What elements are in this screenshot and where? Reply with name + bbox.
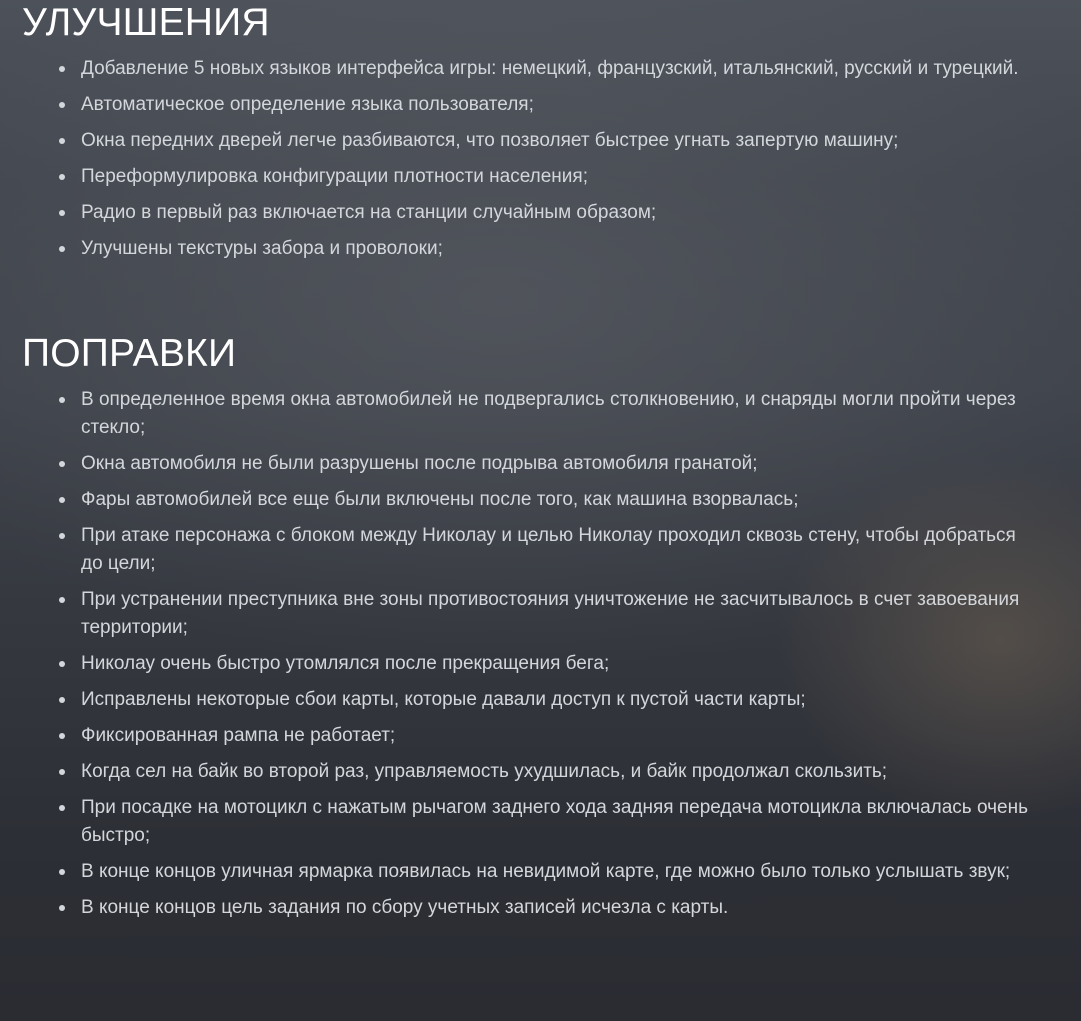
- section-title-fixes: ПОПРАВКИ: [22, 332, 237, 375]
- list-item: [81, 586, 1041, 642]
- list-item-text: Николау очень быстро утомлялся после прекращения бега;: [81, 653, 610, 674]
- list-item: [81, 522, 1041, 578]
- bullet-icon: [59, 246, 65, 252]
- list-item: [81, 722, 1041, 750]
- list-item-text: При посадке на мотоцикл с нажатым рычагом заднего хода задняя передача мотоцикла включалась очень быстро;: [81, 797, 1028, 846]
- list-item: [81, 894, 1041, 922]
- fixes-list: [22, 386, 1041, 922]
- list-item: [81, 450, 1041, 478]
- list-item-text: В конце концов цель задания по сбору учетных записей исчезла с карты.: [81, 897, 729, 918]
- list-item: [81, 235, 1041, 263]
- bullet-icon: [59, 661, 65, 667]
- list-item: [81, 91, 1041, 119]
- list-item: [81, 55, 1041, 83]
- list-item-text: В конце концов уличная ярмарка появилась на невидимой карте, где можно было только услышать звук;: [81, 861, 1011, 882]
- list-item: [81, 758, 1041, 786]
- bullet-icon: [59, 597, 65, 603]
- bullet-icon: [59, 697, 65, 703]
- bullet-icon: [59, 461, 65, 467]
- bullet-icon: [59, 66, 65, 72]
- section-title-improvements: УЛУЧШЕНИЯ: [22, 1, 270, 44]
- list-item-text: Фары автомобилей все еще были включены после того, как машина взорвалась;: [81, 489, 799, 510]
- bullet-icon: [59, 174, 65, 180]
- list-item-text: Переформулировка конфигурации плотности населения;: [81, 166, 588, 187]
- bullet-icon: [59, 905, 65, 911]
- list-item-text: Автоматическое определение языка пользователя;: [81, 94, 534, 115]
- list-item: [81, 858, 1041, 886]
- fixes-section: [22, 331, 1041, 922]
- bullet-icon: [59, 869, 65, 875]
- improvements-section: [22, 0, 1041, 263]
- bullet-icon: [59, 497, 65, 503]
- list-item: [81, 686, 1041, 714]
- bullet-icon: [59, 397, 65, 403]
- bullet-icon: [59, 138, 65, 144]
- list-item-text: Добавление 5 новых языков интерфейса игры: немецкий, французский, итальянский, русский и турецкий.: [81, 58, 1019, 79]
- improvements-list: [22, 55, 1041, 263]
- list-item-text: Окна передних дверей легче разбиваются, что позволяет быстрее угнать запертую машину;: [81, 130, 899, 151]
- list-item: [81, 199, 1041, 227]
- bullet-icon: [59, 102, 65, 108]
- list-item: [81, 163, 1041, 191]
- bullet-icon: [59, 533, 65, 539]
- list-item-text: Улучшены текстуры забора и проволоки;: [81, 238, 443, 259]
- list-item-text: Фиксированная рампа не работает;: [81, 725, 396, 746]
- list-item-text: Когда сел на байк во второй раз, управляемость ухудшилась, и байк продолжал скользить;: [81, 761, 888, 782]
- list-item-text: Исправлены некоторые сбои карты, которые давали доступ к пустой части карты;: [81, 689, 806, 710]
- list-item-text: Радио в первый раз включается на станции случайным образом;: [81, 202, 657, 223]
- bullet-icon: [59, 733, 65, 739]
- bullet-icon: [59, 769, 65, 775]
- bullet-icon: [59, 805, 65, 811]
- list-item: [81, 127, 1041, 155]
- list-item-text: В определенное время окна автомобилей не подвергались столкновению, и снаряды могли пройти через стекло;: [81, 389, 1016, 438]
- bullet-icon: [59, 210, 65, 216]
- list-item-text: При атаке персонажа с блоком между Николау и целью Николау проходил сквозь стену, чтобы добраться до цели;: [81, 525, 1016, 574]
- list-item: [81, 386, 1041, 442]
- list-item-text: Окна автомобиля не были разрушены после подрыва автомобиля гранатой;: [81, 453, 758, 474]
- list-item: [81, 486, 1041, 514]
- list-item: [81, 650, 1041, 678]
- list-item-text: При устранении преступника вне зоны противостояния уничтожение не засчитывалось в счет завоевания территории;: [81, 589, 1020, 638]
- list-item: [81, 794, 1041, 850]
